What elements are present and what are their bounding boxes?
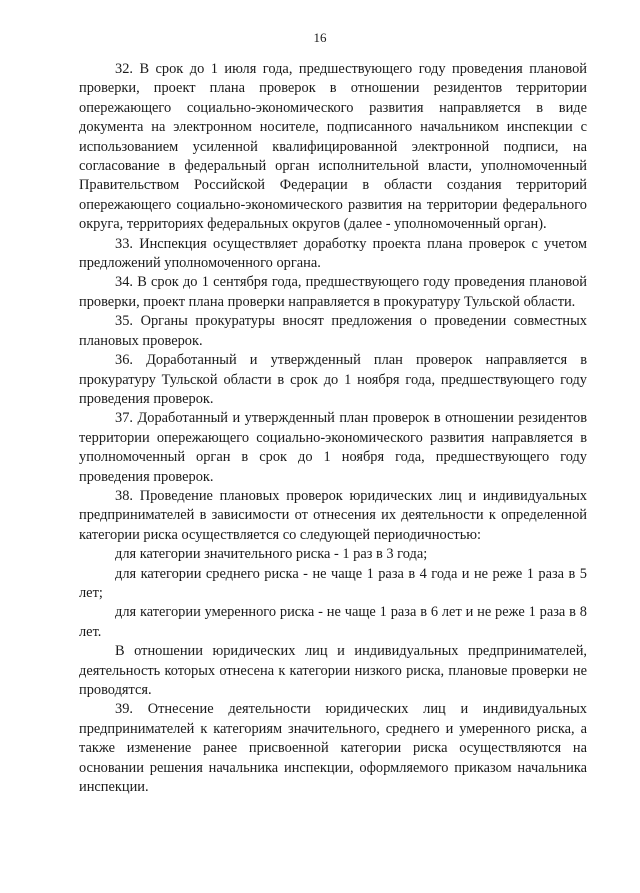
risk-category-moderate: для категории умеренного риска - не чаще 1 раза в 6 лет и не реже 1 раза в 8 лет. xyxy=(79,604,587,640)
paragraph-32: 32. В срок до 1 июля года, предшествующего году проведения плановой проверки, проект плана проверок в отношении резидентов территории опережающего социально-экономического развития направляется в виде документа на электронном носителе, подписанного начальником инспекции с использованием усиленной квалифицированной электронной подписи, на согласование в федеральный орган исполнительной власти, уполномоченный Правительством Российской Федерации в области создания территорий опережающего социально-экономического развития на территории федерального округа, территориях федеральных округов (далее - уполномоченный орган). xyxy=(79,61,587,233)
paragraph-low-risk: В отношении юридических лиц и индивидуальных предпринимателей, деятельность которых отнесена к категории низкого риска, плановые проверки не проводятся. xyxy=(79,643,587,698)
paragraph-36: 36. Доработанный и утвержденный план проверок направляется в прокуратуру Тульской области в срок до 1 ноября года, предшествующего году проведения проверок. xyxy=(79,352,587,407)
risk-category-medium: для категории среднего риска - не чаще 1 раза в 4 года и не реже 1 раза в 5 лет; xyxy=(79,565,587,601)
paragraph-39: 39. Отнесение деятельности юридических лиц и индивидуальных предпринимателей к категориям значительного, среднего и умеренного риска, а также изменение ранее присвоенной категории риска осуществляются на основании решения начальника инспекции, оформляемого приказом начальника инспекции. xyxy=(79,701,587,796)
paragraph-35: 35. Органы прокуратуры вносят предложения о проведении совместных плановых проверок. xyxy=(79,313,587,349)
paragraph-38: 38. Проведение плановых проверок юридических лиц и индивидуальных предпринимателей в зависимости от отнесения их деятельности к определенной категории риска осуществляется со следующей периодичностью: xyxy=(79,487,587,543)
risk-category-significant: для категории значительного риска - 1 раз в 3 года; xyxy=(115,546,428,563)
paragraph-33: 33. Инспекция осуществляет доработку проекта плана проверок с учетом предложений уполномоченного органа. xyxy=(79,235,587,272)
page-number: 16 xyxy=(313,30,327,45)
document-body xyxy=(79,60,587,797)
paragraph-37: 37. Доработанный и утвержденный план проверок в отношении резидентов территории опережающего социально-экономического развития направляется в уполномоченный орган в срок до 1 ноября года, предшествующего году проведения проверок. xyxy=(79,410,587,485)
paragraph-34: 34. В срок до 1 сентября года, предшествующего году проведения плановой проверки, проект плана проверки направляется в прокуратуру Тульской области. xyxy=(79,274,587,310)
